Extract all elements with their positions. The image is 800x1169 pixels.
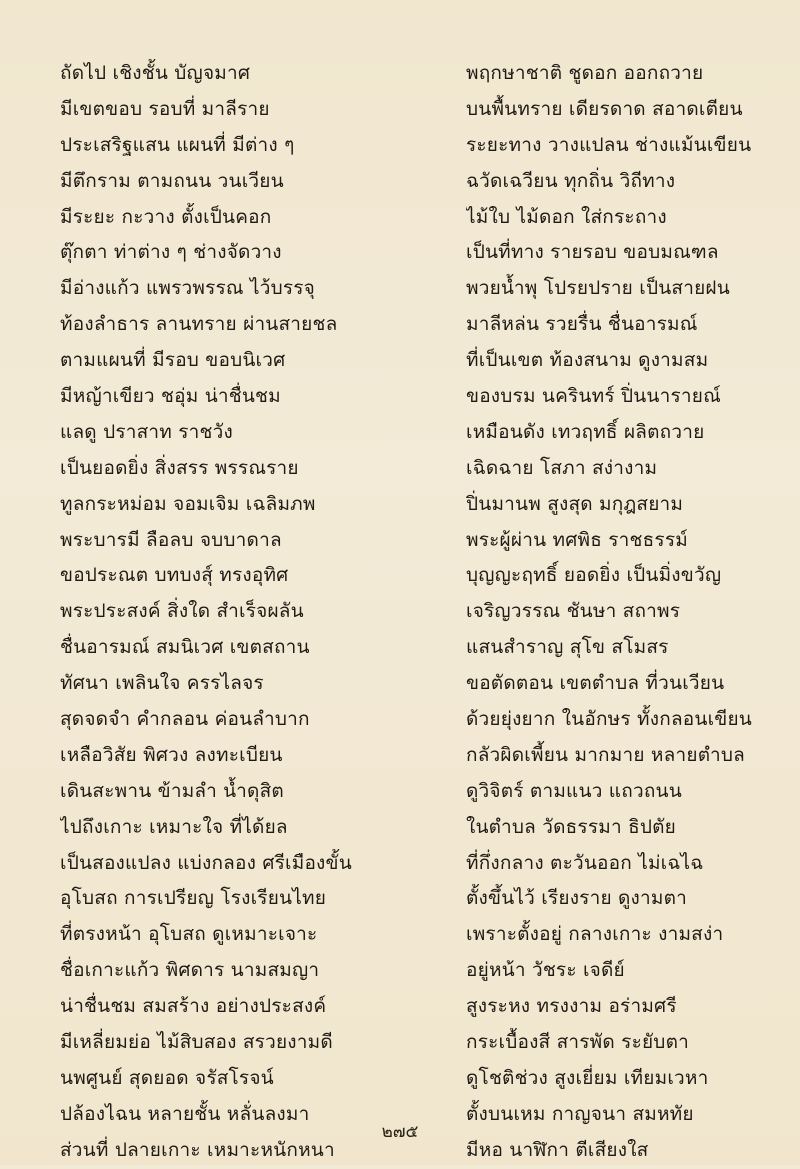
- left-verse-line: ทัศนา เพลินใจ ครรไลจร: [60, 672, 264, 695]
- left-verse-line: ประเสริฐแสน แผนที่ มีต่าง ๆ: [60, 133, 295, 156]
- right-verse-line: ตั้งบนเหม กาญจนา สมหทัย: [466, 1102, 694, 1125]
- left-verse-line: อุโบสถ การเปรียญ โรงเรียนไทย: [60, 887, 327, 910]
- left-verse-line: เดินสะพาน ข้ามลำ น้ำดุสิต: [60, 779, 284, 802]
- right-verse-line: กระเบื้องสี สารพัด ระยับตา: [466, 1031, 689, 1054]
- right-verse-line: ฉวัดเฉวียน ทุกถิ่น วิถีทาง: [466, 169, 676, 192]
- right-verse-line: ดูโชติช่วง สูงเยี่ยม เทียมเวหา: [466, 1066, 709, 1089]
- left-verse-line: ขอประณต บทบงสุ์ ทรงอุทิศ: [60, 564, 289, 587]
- right-verse-line: ที่เป็นเขต ท้องสนาม ดูงามสม: [466, 349, 709, 372]
- right-verse-line: ปิ่นมานพ สูงสุด มกุฎสยาม: [466, 492, 684, 515]
- right-verse-line: ที่กึ่งกลาง ตะวันออก ไม่เฉไฉ: [466, 851, 704, 874]
- left-verse-line: ท้องลำธาร ลานทราย ผ่านสายชล: [60, 313, 338, 336]
- left-verse-line: เป็นสองแปลง แบ่งกลอง ศรีเมืองขั้น: [60, 851, 352, 874]
- right-verse-line: บุญญะฤทธิ์ ยอดยิ่ง เป็นมิ่งขวัญ: [466, 564, 722, 587]
- left-verse-line: มีเหลี่ยมย่อ ไม้สิบสอง สรวยงามดี: [60, 1031, 333, 1054]
- left-verse-column: [60, 56, 420, 1169]
- right-verse-line: พวยน้ำพุ โปรยปราย เป็นสายฝน: [466, 277, 730, 300]
- left-verse-line: แลดู ปราสาท ราชวัง: [60, 420, 233, 443]
- right-verse-line: ด้วยยุ่งยาก ในอักษร ทั้งกลอนเขียน: [466, 708, 752, 731]
- right-verse-line: ระยะทาง วางแปลน ช่างแม้นเขียน: [466, 133, 752, 156]
- right-verse-column: [466, 56, 800, 1169]
- right-verse-line: บนพื้นทราย เดียรดาด สอาดเตียน: [466, 97, 743, 120]
- left-verse-line: ถัดไป เชิงชั้น บัญจมาศ: [60, 62, 251, 84]
- right-verse-line: กลัวผิดเพี้ยน มากมาย หลายตำบล: [466, 743, 746, 766]
- left-verse-line: มีอ่างแก้ว แพรวพรรณ ไว้บรรจุ: [60, 277, 316, 300]
- left-verse-line: ตุ๊กตา ท่าต่าง ๆ ช่างจัดวาง: [60, 241, 282, 264]
- left-verse-line: พระบารมี ลือลบ จบบาดาล: [60, 528, 282, 551]
- left-verse-line: เหลือวิสัย พิศวง ลงทะเบียน: [60, 743, 283, 766]
- left-verse-line: ชื่อเกาะแก้ว พิศดาร นามสมญา: [60, 959, 320, 982]
- left-verse-line: ทูลกระหม่อม จอมเจิม เฉลิมภพ: [60, 492, 316, 515]
- right-verse-line: พระผู้ผ่าน ทศพิธ ราชธรรม์: [466, 528, 688, 551]
- left-verse-line: ตามแผนที่ มีรอบ ขอบนิเวศ: [60, 349, 286, 372]
- left-verse-line: น่าชื่นชม สมสร้าง อย่างประสงค์: [60, 995, 327, 1018]
- left-verse-line: ไปถึงเกาะ เหมาะใจ ที่ได้ยล: [60, 815, 288, 838]
- right-verse-line: เพราะตั้งอยู่ กลางเกาะ งามสง่า: [466, 923, 724, 946]
- left-verse-line: ที่ตรงหน้า อุโบสถ ดูเหมาะเจาะ: [60, 923, 318, 946]
- right-verse-line: เฉิดฉาย โสภา สง่างาม: [466, 456, 658, 479]
- left-verse-line: มีตึกราม ตามถนน วนเวียน: [60, 169, 284, 192]
- left-verse-line: ปล้องไฉน หลายชั้น หลั่นลงมา: [60, 1102, 310, 1125]
- right-verse-line: อยู่หน้า วัชระ เจดีย์: [466, 959, 625, 982]
- left-verse-line: มีระยะ กะวาง ตั้งเป็นคอก: [60, 205, 272, 228]
- right-verse-line: มาลีหล่น รวยรื่น ชื่นอารมณ์: [466, 313, 698, 336]
- left-verse-line: สุดจดจำ คำกลอน ค่อนลำบาก: [60, 708, 310, 731]
- right-verse-line: สูงระหง ทรงงาม อร่ามศรี: [466, 995, 677, 1018]
- right-verse-line: แสนสำราญ สุโข สโมสร: [466, 636, 669, 659]
- right-verse-line: ตั้งขึ้นไว้ เรียงราย ดูงามตา: [466, 887, 688, 910]
- left-verse-line: มีหญ้าเขียว ชอุ่ม น่าชื่นชม: [60, 385, 281, 408]
- right-verse-line: ของบรม นครินทร์ ปิ่นนารายณ์: [466, 385, 721, 408]
- right-verse-line: เป็นที่ทาง รายรอบ ขอบมณฑล: [466, 241, 719, 264]
- right-verse-line: มีหอ นาฬิกา ตีเสียงใส: [466, 1138, 649, 1161]
- right-verse-line: เหมือนดัง เทวฤทธิ์ ผลิตถวาย: [466, 420, 705, 443]
- left-verse-line: ชื่นอารมณ์ สมนิเวศ เขตสถาน: [60, 636, 310, 659]
- right-verse-line: ขอตัดตอน เขตตำบล ที่วนเวียน: [466, 672, 725, 695]
- left-verse-line: พระประสงค์ สิ่งใด สำเร็จผลัน: [60, 600, 304, 623]
- right-verse-line: พฤกษาชาติ ชูดอก ออกถวาย: [466, 62, 704, 84]
- page-number: ๒๗๕: [381, 1122, 419, 1142]
- left-verse-line: มีเขตขอบ รอบที่ มาลีราย: [60, 97, 270, 120]
- left-verse-line: นพศูนย์ สุดยอด จรัสโรจน์: [60, 1066, 274, 1089]
- right-verse-line: ดูวิจิตร์ ตามแนว แถวถนน: [466, 779, 682, 802]
- left-verse-line: ส่วนที่ ปลายเกาะ เหมาะหนักหนา: [60, 1138, 335, 1161]
- right-verse-line: ไม้ใบ ไม้ดอก ใส่กระถาง: [466, 205, 667, 228]
- right-verse-line: เจริญวรรณ ชันษา สถาพร: [466, 600, 681, 623]
- left-verse-line: เป็นยอดยิ่ง สิ่งสรร พรรณราย: [60, 456, 299, 479]
- right-verse-line: ในตำบล วัดธรรมา ธิปตัย: [466, 815, 676, 838]
